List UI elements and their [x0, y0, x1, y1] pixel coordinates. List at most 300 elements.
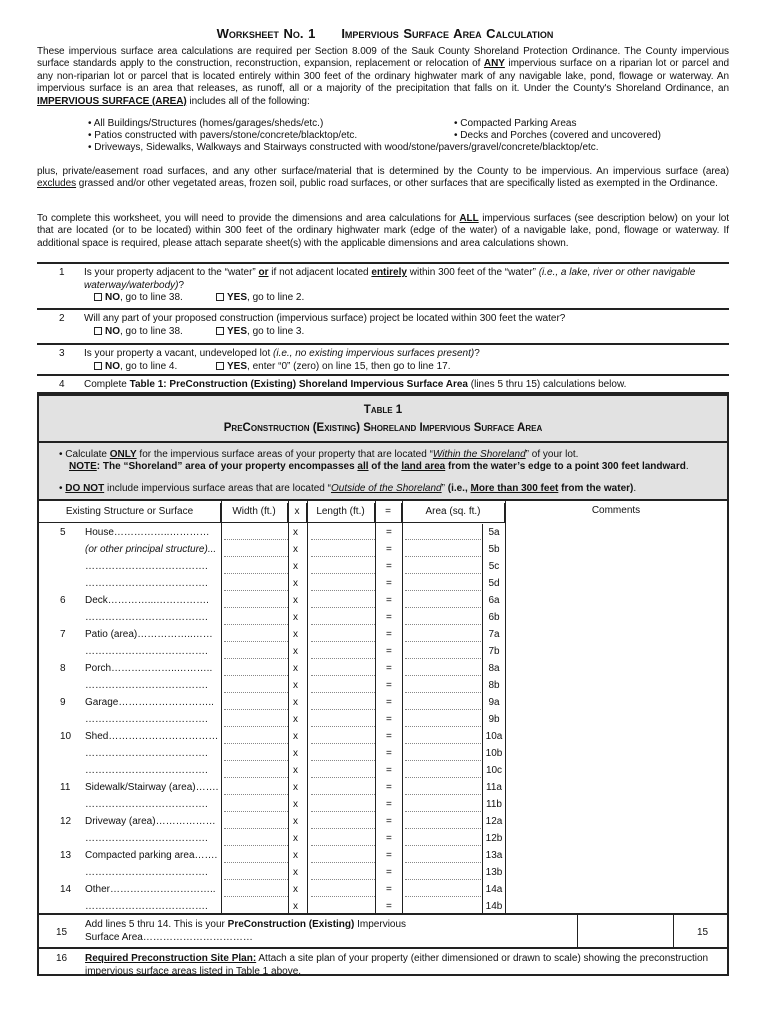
- exclusions-paragraph: [37, 166, 729, 191]
- text-segment: Table 1: PreConstruction (Existing) Shoreland Impervious Surface Area: [129, 379, 468, 390]
- width-input[interactable]: [224, 662, 288, 676]
- area-input[interactable]: [405, 883, 481, 897]
- text-segment: YES: [227, 325, 248, 337]
- row-label: ……………………………….: [85, 901, 208, 912]
- text-segment: Is your property adjacent to the “water”: [84, 267, 259, 278]
- question-1: [37, 262, 729, 307]
- text-segment: plus, private/easement road surfaces, and any other surface/material that is determined by the County to be impervious. An impervious surface (area): [37, 166, 729, 177]
- row-label: ……………………………….: [85, 646, 208, 657]
- yes-label: [227, 326, 304, 337]
- width-input[interactable]: [224, 628, 288, 642]
- area-input[interactable]: [405, 560, 481, 574]
- equals-sign: =: [386, 561, 392, 572]
- text-segment: impervious surface on a riparian lot or parcel and any non-riparian lot or parcel that is located entirely within 300 feet of the ordinary highwater mark of any navigable lake, pond, flowage or waterway. An impervious surface is an area that releases, as runoff, all or a majority of the precipitation that falls on it. Under the County's Shoreland Ordinance, an: [37, 58, 729, 95]
- line-code: 10a: [485, 731, 503, 742]
- no-option[interactable]: [94, 292, 216, 305]
- no-label: [105, 326, 183, 337]
- area-input[interactable]: [405, 696, 481, 710]
- text-segment: Required Preconstruction Site Plan:: [85, 953, 257, 964]
- text-segment: To complete this worksheet, you will need to provide the dimensions and area calculations for: [37, 213, 460, 224]
- text-segment: Will any part of your proposed construction (impervious surface) project be located within 300 feet the water?: [84, 313, 566, 324]
- question-text: [84, 379, 729, 392]
- table-row: [39, 677, 505, 694]
- text-segment: (i.e., no existing impervious surfaces present): [273, 348, 475, 359]
- width-input[interactable]: [224, 611, 288, 625]
- checkbox-icon[interactable]: [216, 293, 224, 301]
- divider: [402, 501, 403, 913]
- equals-sign: =: [386, 782, 392, 793]
- text-segment: , go to line 4.: [120, 360, 178, 372]
- times-sign: x: [293, 714, 298, 725]
- text-segment: Complete: [84, 379, 130, 390]
- divider: [375, 501, 376, 913]
- line-code: 8a: [488, 663, 500, 674]
- table-row: [39, 779, 505, 796]
- table-title: [39, 396, 727, 443]
- length-input[interactable]: [311, 560, 375, 574]
- length-input[interactable]: [311, 798, 375, 812]
- text-segment: ANY: [483, 58, 505, 70]
- table-number: Table 1: [363, 404, 403, 416]
- times-sign: x: [293, 612, 298, 623]
- times-sign: x: [293, 799, 298, 810]
- area-input[interactable]: [405, 747, 481, 761]
- row-label: Other…………………………..: [85, 884, 216, 895]
- times-sign: x: [293, 697, 298, 708]
- line-code: 7a: [488, 629, 500, 640]
- equals-sign: =: [386, 527, 392, 538]
- text-segment: .: [633, 483, 637, 494]
- text-segment: all: [357, 461, 369, 472]
- checkbox-icon[interactable]: [216, 327, 224, 335]
- row-label: Deck…………...…………….: [85, 595, 209, 606]
- row-label: Porch………………..………..: [85, 663, 213, 674]
- text-segment: More than 300 feet: [470, 483, 559, 494]
- line-number: 7: [60, 629, 66, 640]
- table-row: [39, 694, 505, 711]
- area-input[interactable]: [405, 594, 481, 608]
- length-input[interactable]: [311, 730, 375, 744]
- width-input[interactable]: [224, 832, 288, 846]
- width-input[interactable]: [224, 679, 288, 693]
- row-label: ……………………………….: [85, 680, 208, 691]
- equals-sign: =: [386, 731, 392, 742]
- area-input[interactable]: [405, 764, 481, 778]
- col-length: Length (ft.): [307, 503, 375, 523]
- table-row: [39, 711, 505, 728]
- table-notes: [39, 443, 727, 501]
- area-input[interactable]: [405, 730, 481, 744]
- area-input[interactable]: [405, 832, 481, 846]
- times-sign: x: [293, 561, 298, 572]
- checkbox-icon[interactable]: [94, 362, 102, 370]
- row-label: ……………………………….: [85, 833, 208, 844]
- row-label: Sidewalk/Stairway (area)…….: [85, 782, 219, 793]
- row-label: ……………………………….: [85, 799, 208, 810]
- area-input[interactable]: [405, 628, 481, 642]
- yes-option[interactable]: [216, 292, 304, 305]
- area-input[interactable]: [405, 815, 481, 829]
- row-15-label: [85, 918, 425, 944]
- col-width: Width (ft.): [221, 503, 288, 523]
- equals-sign: =: [386, 646, 392, 657]
- text-segment: from the water’s edge to a point 300 feet landward: [445, 461, 686, 472]
- no-option[interactable]: [94, 326, 216, 339]
- note-only: [65, 449, 578, 460]
- table-row: [39, 643, 505, 660]
- row-label: ……………………………….: [85, 561, 208, 572]
- column-headers: [39, 503, 505, 523]
- text-segment: Within the Shoreland: [432, 449, 526, 460]
- table-row-15: [39, 913, 727, 949]
- text-segment: PreConstruction (Existing): [227, 919, 355, 930]
- text-segment: land area: [401, 461, 446, 472]
- note-do-not: [65, 483, 636, 494]
- times-sign: x: [293, 663, 298, 674]
- equals-sign: =: [386, 850, 392, 861]
- line-code: 9a: [488, 697, 500, 708]
- text-segment: YES: [227, 360, 248, 372]
- text-segment: ” of your lot.: [525, 449, 579, 460]
- row-label: Shed……………………………: [85, 731, 219, 742]
- text-segment: NO: [105, 325, 120, 337]
- line-code: 5c: [488, 561, 500, 572]
- text-segment: grassed and/or other vegetated areas, frozen soil, public road surfaces, or other surfaces that are specifically listed as exempted in the Ordinance.: [76, 178, 718, 190]
- no-label: [105, 361, 177, 372]
- row-label: Patio (area)……………..……: [85, 629, 213, 640]
- line-number: 14: [60, 884, 72, 895]
- width-input[interactable]: [224, 713, 288, 727]
- row-label: Driveway (area)………………: [85, 816, 216, 827]
- row-label: ……………………………….: [85, 714, 208, 725]
- page-title: [0, 26, 770, 41]
- equals-sign: =: [386, 884, 392, 895]
- line-number: 4: [59, 379, 65, 390]
- width-input[interactable]: [224, 594, 288, 608]
- line-code: 9b: [488, 714, 500, 725]
- table-row: [39, 609, 505, 626]
- area-input[interactable]: [405, 645, 481, 659]
- line-code: 14a: [485, 884, 503, 895]
- length-input[interactable]: [311, 832, 375, 846]
- width-input[interactable]: [224, 747, 288, 761]
- text-segment: , go to line 2.: [247, 292, 305, 303]
- text-segment: of the: [368, 461, 402, 472]
- table-row: [39, 762, 505, 779]
- width-input[interactable]: [224, 798, 288, 812]
- length-input[interactable]: [311, 645, 375, 659]
- area-input[interactable]: [405, 798, 481, 812]
- yes-label: [227, 292, 304, 303]
- text-segment: includes all of the following:: [186, 95, 310, 107]
- equals-sign: =: [386, 697, 392, 708]
- text-segment: ONLY: [109, 449, 137, 460]
- intro-paragraph: [37, 46, 729, 108]
- area-input[interactable]: [405, 577, 481, 591]
- length-input[interactable]: [311, 900, 375, 914]
- table-row: [39, 728, 505, 745]
- text-segment: These impervious surface area calculations are required per Section 8.009 of the Sauk County Shoreland Protection Ordinance. The County impervious surface standards apply to the construction, reconstruction, expansion, replacement or relocation of: [37, 46, 729, 70]
- text-segment: (i.e.,: [447, 483, 471, 494]
- bullet: •: [59, 483, 63, 494]
- list-item: • Patios constructed with pavers/stone/concrete/blacktop/etc.: [88, 130, 358, 141]
- equals-sign: =: [386, 901, 392, 912]
- width-input[interactable]: [224, 577, 288, 591]
- divider: [505, 501, 506, 913]
- equals-sign: =: [386, 714, 392, 725]
- table-row: [39, 541, 505, 558]
- question-text: [84, 267, 729, 292]
- row-label: Compacted parking area…….: [85, 850, 218, 861]
- question-3: [37, 343, 729, 375]
- times-sign: x: [293, 816, 298, 827]
- question-2: [37, 308, 729, 340]
- times-sign: x: [293, 595, 298, 606]
- line-code: 12a: [485, 816, 503, 827]
- line-number: 1: [59, 267, 65, 278]
- times-sign: x: [293, 646, 298, 657]
- width-input[interactable]: [224, 866, 288, 880]
- text-segment: Attach a site plan of your property (either dimensioned or drawn to scale) showing the preconstruction impervious surface areas listed in Table 1 above.: [85, 953, 709, 977]
- area-input[interactable]: [405, 611, 481, 625]
- length-input[interactable]: [311, 628, 375, 642]
- line-code: 7b: [488, 646, 500, 657]
- length-input[interactable]: [311, 594, 375, 608]
- width-input[interactable]: [224, 764, 288, 778]
- length-input[interactable]: [311, 611, 375, 625]
- line-code: 15: [697, 927, 709, 938]
- area-input[interactable]: [405, 713, 481, 727]
- area-input[interactable]: [405, 781, 481, 795]
- text-segment: include impervious surface areas that are located “: [104, 483, 331, 494]
- row-label: (or other principal structure)...: [85, 544, 217, 555]
- equals-sign: =: [386, 680, 392, 691]
- text-segment: , go to line 38.: [120, 325, 183, 337]
- times-sign: x: [293, 527, 298, 538]
- checkbox-icon[interactable]: [94, 293, 102, 301]
- table-row: [39, 558, 505, 575]
- length-input[interactable]: [311, 543, 375, 557]
- length-input[interactable]: [311, 713, 375, 727]
- row-label: ……………………………….: [85, 612, 208, 623]
- length-input[interactable]: [311, 764, 375, 778]
- times-sign: x: [293, 680, 298, 691]
- area-input[interactable]: [405, 900, 481, 914]
- line-code: 11a: [486, 782, 502, 793]
- line-number: 11: [60, 782, 71, 793]
- line-number: 6: [60, 595, 66, 606]
- text-segment: or: [258, 267, 269, 278]
- col-area: Area (sq. ft.): [402, 503, 505, 523]
- note-shoreland: [69, 461, 727, 473]
- text-segment: : The “Shoreland” area of your property encompasses: [96, 461, 358, 472]
- text-segment: Add lines 5 thru 14. This is your: [85, 919, 228, 930]
- length-input[interactable]: [311, 849, 375, 863]
- line-code: 8b: [488, 680, 500, 691]
- equals-sign: =: [386, 799, 392, 810]
- question-text: [84, 313, 729, 326]
- text-segment: (i.e., a lake, river or other navigable waterway/waterbody): [84, 267, 696, 291]
- table-row: [39, 864, 505, 881]
- length-input[interactable]: [311, 662, 375, 676]
- times-sign: x: [293, 629, 298, 640]
- yes-option[interactable]: [216, 361, 450, 374]
- text-segment: IMPERVIOUS SURFACE (AREA): [37, 95, 187, 107]
- area-input[interactable]: [405, 866, 481, 880]
- table-row: [39, 592, 505, 609]
- text-segment: within 300 feet of the “water”: [406, 267, 539, 278]
- width-input[interactable]: [224, 730, 288, 744]
- text-segment: Calculate: [65, 449, 110, 460]
- table-row: [39, 660, 505, 677]
- line-code: 12b: [485, 833, 503, 844]
- length-input[interactable]: [311, 679, 375, 693]
- checkbox-icon[interactable]: [94, 327, 102, 335]
- times-sign: x: [293, 884, 298, 895]
- width-input[interactable]: [224, 781, 288, 795]
- no-label: [105, 292, 183, 303]
- table-row-16: [39, 949, 727, 978]
- yes-option[interactable]: [216, 326, 304, 339]
- width-input[interactable]: [224, 900, 288, 914]
- list-item: • Driveways, Sidewalks, Walkways and Stairways constructed with wood/stone/pavers/gravel/concrete/blacktop/etc.: [88, 142, 599, 153]
- question-text: [84, 348, 729, 361]
- line-number: 16: [56, 953, 68, 964]
- text-segment: if not adjacent located: [268, 267, 372, 278]
- line-number: 5: [60, 527, 66, 538]
- table-row: [39, 830, 505, 847]
- width-input[interactable]: [224, 560, 288, 574]
- line-number: 2: [59, 313, 65, 324]
- line-code: 5d: [488, 578, 500, 589]
- area-input[interactable]: [405, 679, 481, 693]
- table-row: [39, 575, 505, 592]
- times-sign: x: [293, 578, 298, 589]
- line-code: 5a: [488, 527, 500, 538]
- width-input[interactable]: [224, 645, 288, 659]
- length-input[interactable]: [311, 526, 375, 540]
- length-input[interactable]: [311, 781, 375, 795]
- row-label: ……………………………….: [85, 578, 208, 589]
- length-input[interactable]: [311, 577, 375, 591]
- line-code: 13b: [485, 867, 503, 878]
- area-input[interactable]: [405, 543, 481, 557]
- divider: [37, 392, 729, 394]
- yes-label: [227, 361, 450, 372]
- text-segment: Is your property a vacant, undeveloped lot: [84, 348, 274, 359]
- text-segment: , go to line 3.: [247, 325, 305, 337]
- text-segment: ALL: [459, 213, 479, 224]
- times-sign: x: [293, 901, 298, 912]
- divider: [221, 501, 222, 913]
- line-code: 6b: [488, 612, 500, 623]
- impervious-list: [88, 118, 688, 154]
- equals-sign: =: [386, 833, 392, 844]
- length-input[interactable]: [311, 866, 375, 880]
- list-item: • Decks and Porches (covered and uncovered): [454, 130, 661, 141]
- equals-sign: =: [386, 816, 392, 827]
- line-number: 10: [60, 731, 72, 742]
- list-item: • All Buildings/Structures (homes/garages/sheds/etc.): [88, 118, 324, 129]
- equals-sign: =: [386, 629, 392, 640]
- table-1: [37, 394, 729, 976]
- text-segment: YES: [227, 292, 248, 303]
- text-segment: , go to line 38.: [120, 292, 183, 303]
- line-code: 10b: [485, 748, 503, 759]
- text-segment: Impervious Surface Area……………………………: [85, 919, 407, 943]
- table-row: [39, 745, 505, 762]
- row-16-label: [85, 952, 727, 978]
- col-eq: =: [375, 503, 402, 523]
- area-input[interactable]: [405, 662, 481, 676]
- text-segment: ?: [178, 279, 185, 291]
- row-label: Garage………………………..: [85, 697, 214, 708]
- width-input[interactable]: [224, 849, 288, 863]
- width-input[interactable]: [224, 543, 288, 557]
- length-input[interactable]: [311, 883, 375, 897]
- no-option[interactable]: [94, 361, 216, 374]
- times-sign: x: [293, 748, 298, 759]
- table-row: [39, 847, 505, 864]
- equals-sign: =: [386, 578, 392, 589]
- line-code: 5b: [488, 544, 500, 555]
- line-number: 15: [56, 927, 68, 938]
- area-input[interactable]: [405, 849, 481, 863]
- row-label: ……………………………….: [85, 867, 208, 878]
- width-input[interactable]: [224, 815, 288, 829]
- checkbox-icon[interactable]: [216, 362, 224, 370]
- width-input[interactable]: [224, 883, 288, 897]
- equals-sign: =: [386, 612, 392, 623]
- text-segment: DO NOT: [65, 483, 105, 494]
- row-label: ……………………………….: [85, 765, 208, 776]
- divider: [307, 501, 308, 913]
- width-input[interactable]: [224, 526, 288, 540]
- times-sign: x: [293, 782, 298, 793]
- area-input[interactable]: [405, 526, 481, 540]
- question-4: [37, 374, 729, 394]
- length-input[interactable]: [311, 747, 375, 761]
- line-number: 8: [60, 663, 66, 674]
- times-sign: x: [293, 731, 298, 742]
- line-code: 6a: [488, 595, 500, 606]
- line-number: 3: [59, 348, 65, 359]
- width-input[interactable]: [224, 696, 288, 710]
- col-x: x: [288, 503, 307, 523]
- line-number: 9: [60, 697, 66, 708]
- length-input[interactable]: [311, 815, 375, 829]
- text-segment: (lines 5 thru 15) calculations below.: [468, 379, 627, 390]
- line-number: 13: [60, 850, 72, 861]
- text-segment: impervious surfaces (see description below) on your lot that are located (or to be located) within 300 feet of the ordinary highwater mark (edge of the water) of a navigable lake, pond, flowage or waterway. If additional space is required, please attach separate sheet(s) with the applicable dimensions and area calculations shown.: [37, 213, 729, 249]
- times-sign: x: [293, 867, 298, 878]
- divider: [577, 915, 578, 949]
- text-segment: Outside of the Shoreland: [330, 483, 442, 494]
- length-input[interactable]: [311, 696, 375, 710]
- equals-sign: =: [386, 867, 392, 878]
- worksheet-number: Worksheet No. 1: [216, 26, 316, 41]
- col-structure: Existing Structure or Surface: [39, 503, 221, 523]
- total-area-field[interactable]: [673, 915, 674, 949]
- text-segment: NO: [105, 292, 120, 303]
- equals-sign: =: [386, 748, 392, 759]
- table-row: [39, 813, 505, 830]
- times-sign: x: [293, 544, 298, 555]
- table-row: [39, 626, 505, 643]
- line-code: 10c: [485, 765, 503, 776]
- bullet: •: [59, 449, 63, 460]
- text-segment: , enter “0” (zero) on line 15, then go to line 17.: [247, 360, 451, 372]
